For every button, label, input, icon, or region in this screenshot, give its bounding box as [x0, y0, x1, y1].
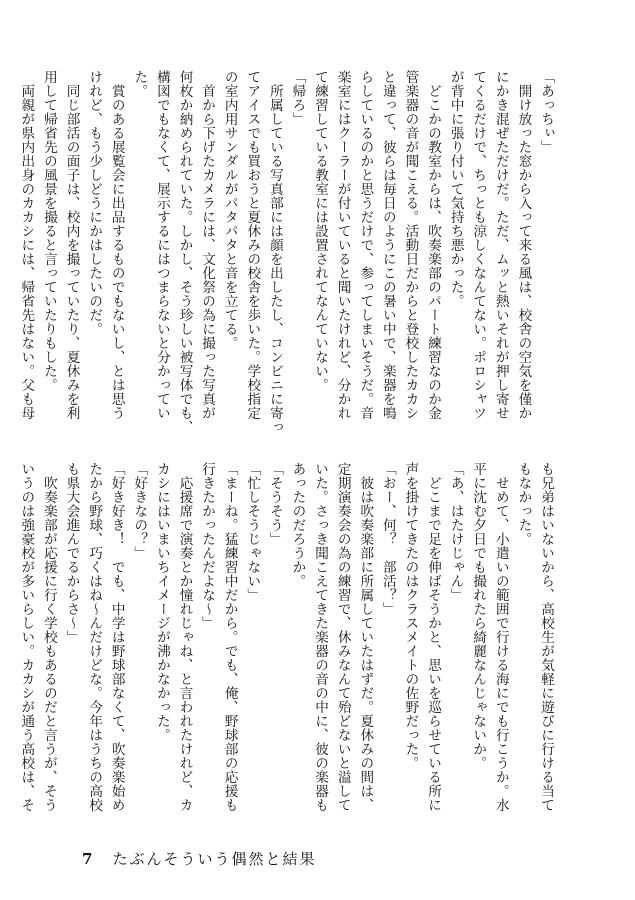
text-line: 「忙しそうじゃない」 — [244, 462, 261, 602]
text-line: けれど、もう少しどうにかはしたいのだ。 — [86, 70, 103, 336]
text-line: も兄弟はいないから、高校生が気軽に遊びに行ける当て — [538, 462, 554, 812]
text-line: 所属している写真部には顔を出したし、コンビニに寄っ — [266, 70, 283, 434]
text-line: 両親が県内出身のカカシには、帰省先はない。父も母 — [18, 70, 35, 420]
page-number: 7 — [82, 850, 95, 868]
text-line: 同じ部活の面子は、校内を撮っていたり、夏休みを利 — [63, 70, 80, 420]
text-line: の室内用サンダルがパタパタと音を立てる。 — [221, 70, 238, 350]
text-line: せめて、小遣いの範囲で行ける海にでも行こうか。水 — [492, 462, 509, 812]
text-line: もなかった。 — [515, 462, 532, 546]
text-line: 「好き好き！ でも、中学は野球部なくて、吹奏楽始め — [108, 462, 125, 812]
text-line: 声を掛けてきたのはクラスメイトの佐野だった。 — [402, 462, 419, 770]
text-line: どこかの教室からは、吹奏楽部のパート練習なのか金 — [425, 70, 442, 420]
text-line: 用して帰省先の風景を撮ると言っていたりもした。 — [40, 70, 57, 392]
text-line: てくるだけで、ちっとも涼しくなんてない。ポロシャツ — [470, 70, 487, 420]
text-line: 「まーね。猛練習中だから。でも、俺、野球部の応援も — [221, 462, 238, 812]
text-line: 「あ、はたけじゃん」 — [447, 462, 464, 602]
text-line: 楽室にはクーラーが付いていると聞いたけれど、分かれ — [334, 70, 351, 420]
text-line: 首から下げたカメラには、文化祭の為に撮った写真が — [199, 70, 216, 420]
text-line: 定期演奏会の為の練習で、休みなんて殆どないと溢して — [334, 462, 351, 812]
top-text-block — [15, 70, 557, 434]
text-line: いうのは強豪校が多いらしい。カカシが通う高校は、そ — [18, 462, 35, 812]
text-line: にかき混ぜただけだ。ただ、ムッと熱いそれが押し寄せ — [492, 70, 509, 420]
text-line: 彼は吹奏楽部に所属していたはずだ。夏休みの間は、 — [357, 462, 374, 812]
text-line: 管楽器の音が聞こえる。活動日だからと登校したカカシ — [402, 70, 419, 420]
text-line: 行きたかったんだよな〜」 — [199, 462, 216, 630]
text-line: 「帰ろ」 — [289, 70, 306, 126]
text-line: と違って、彼らは毎日のようにこの暑い中で、楽器を鳴 — [379, 70, 396, 420]
running-title: たぶんそういう偶然と結果 — [112, 850, 317, 868]
text-line: いた。さっき聞こえてきた楽器の音の中に、彼の楽器も — [312, 462, 329, 812]
text-line: た。 — [131, 70, 148, 98]
text-line: て練習している教室には設置されてなんていない。 — [312, 70, 329, 392]
text-line: どこまで足を伸ばそうかと、思いを巡らせている所に — [425, 462, 442, 812]
text-line: が背中に張り付いて気持ち悪かった。 — [447, 70, 464, 308]
bottom-text-block — [15, 462, 557, 817]
text-line: 平に沈む夕日でも撮れたら綺麗なんじゃないか。 — [470, 462, 487, 770]
text-line: 「おー、何？ 部活？」 — [379, 462, 396, 616]
text-line: も県大会進んでるからさ〜」 — [63, 462, 80, 644]
text-line: 「そうそう」 — [266, 462, 283, 546]
text-line: らしているのかと思うだけで、参ってしまいそうだ。音 — [357, 70, 374, 420]
text-line: 応援席で演奏とか憧れじゃね、と言われたけれど、カ — [176, 462, 193, 812]
text-line: たから野球、巧くはね〜んだけどな。今年はうちの高校 — [86, 462, 103, 812]
text-line: 吹奏楽部が応援に行く学校もあるのだと言うが、そう — [40, 462, 57, 812]
text-line: カシにはいまいちイメージが沸かなかった。 — [153, 462, 170, 742]
text-line: 賞のある展覧会に出品するものでもないし、とは思う — [108, 70, 125, 420]
text-line: てアイスでも買おうと夏休みの校舎を歩いた。学校指定 — [244, 70, 261, 420]
text-line: 「あっちぃ」 — [538, 70, 554, 154]
text-line: 「好きなの？」 — [131, 462, 148, 560]
page-footer — [82, 848, 316, 869]
text-line: 何枚か納められていた。しかし、そう珍しい被写体でも、 — [176, 70, 193, 434]
text-line: 開け放った窓から入って来る風は、校舎の空気を僅か — [515, 70, 532, 420]
text-line: あったのだろうか。 — [289, 462, 306, 588]
text-line: 構図でもなくて、展示するにはつまらないと分かってい — [153, 70, 170, 420]
